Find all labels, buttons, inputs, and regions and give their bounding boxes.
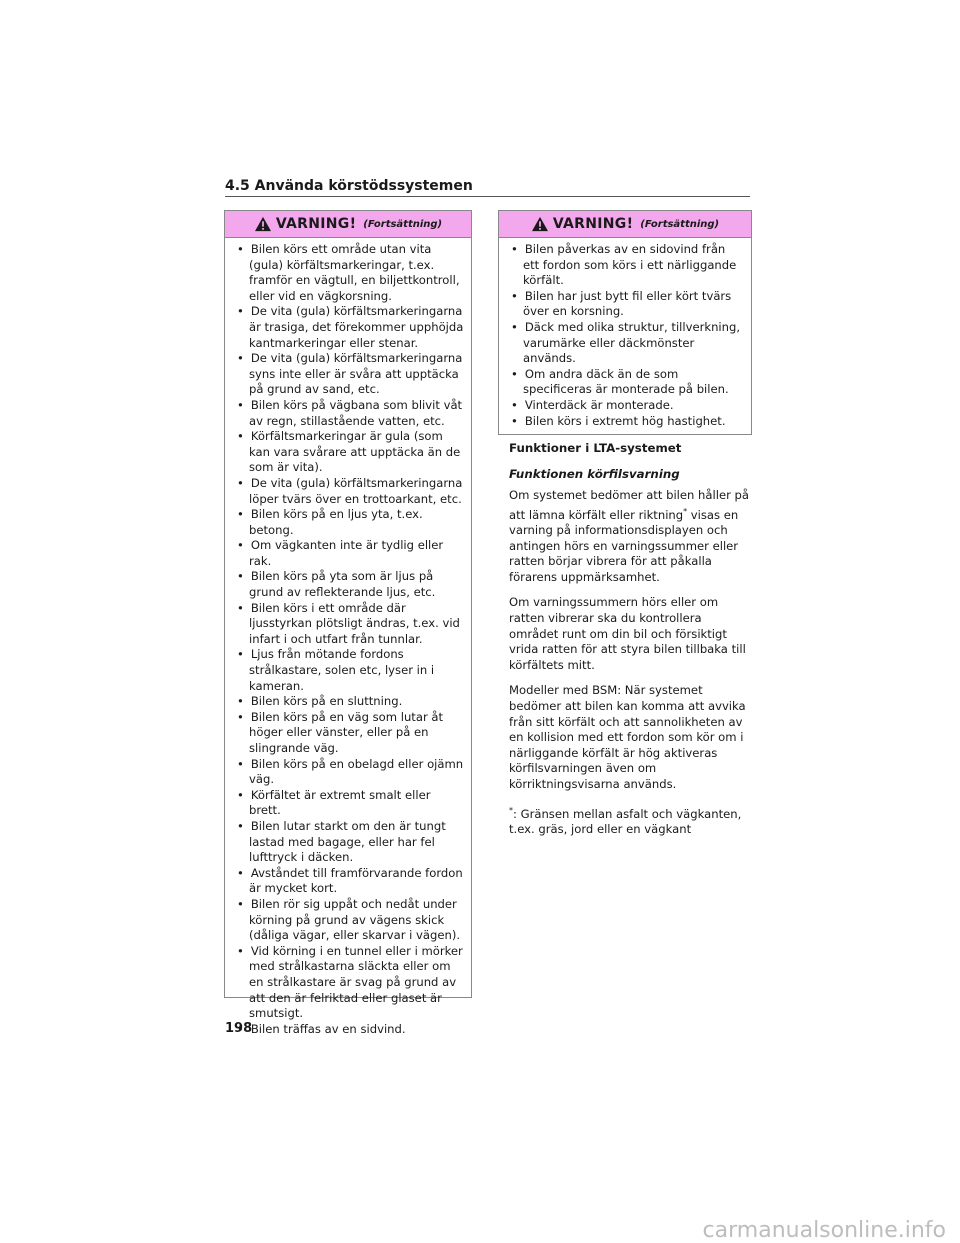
section-heading: Funktioner i LTA-systemet: [509, 441, 682, 455]
list-item: • Vinterdäck är monterade.: [505, 398, 745, 414]
list-item: • Körfältsmarkeringar är gula (som kan vara svårare att upptäcka än de som är vita).: [231, 429, 465, 476]
list-item: • Bilen påverkas av en sidovind från ett fordon som körs i ett närliggande körfält.: [505, 242, 745, 289]
paragraph-text: visas en varning på informationsdisplayen och antingen hörs en varningssummer eller ratten börjar vibrera för att påkalla förarens uppmärksamhet.: [509, 507, 739, 584]
list-item: • Bilen rör sig uppåt och nedåt under körning på grund av vägens skick (dåliga vägar, eller skarvar i vägen).: [231, 897, 465, 944]
warning-list-right: [499, 238, 751, 429]
list-item: • Bilen körs ett område utan vita (gula) körfältsmarkeringar, t.ex. framför en vägtull, en biljettkontroll, eller vid en vägkorsning.: [231, 242, 465, 304]
list-item: • Vid körning i en tunnel eller i mörker med strålkastarna släckta eller om en strålkastare är svag på grund av att den är felriktad eller glaset är smutsigt.: [231, 944, 465, 1022]
paragraph: Modeller med BSM: När systemet bedömer att bilen kan komma att avvika från sitt körfält och att sannolikheten av en kollision med ett fordon som kör om i närliggande körfält är hög aktiveras körfilsvarningen även om körriktningsvisarna används.: [509, 683, 746, 791]
footnote-marker: *: [509, 805, 513, 815]
list-item: • Bilen träffas av en sidvind.: [231, 1022, 465, 1038]
warning-header: [499, 211, 751, 238]
warning-triangle-icon: [531, 216, 549, 232]
list-item: • Om vägkanten inte är tydlig eller rak.: [231, 538, 465, 569]
paragraph: [509, 488, 751, 585]
footnote: [509, 803, 751, 838]
footnote-text: : Gränsen mellan asfalt och vägkanten, t.ex. gräs, jord eller en vägkant: [509, 806, 742, 836]
body-text-column: [509, 440, 751, 848]
section-header: 4.5 Använda körstödssystemen: [225, 178, 750, 197]
list-item: • Bilen körs på en obelagd eller ojämn väg.: [231, 757, 465, 788]
list-item: • Om andra däck än de som specificeras är monterade på bilen.: [505, 367, 745, 398]
list-item: • De vita (gula) körfältsmarkeringarna är trasiga, det förekommer upphöjda kantmarkeringar eller stenar.: [231, 304, 465, 351]
warning-continued: (Fortsättning): [640, 218, 720, 230]
list-item: • Bilen körs på en väg som lutar åt höger eller vänster, eller på en slingrande väg.: [231, 710, 465, 757]
list-item: • Bilen har just bytt fil eller kört tvärs över en korsning.: [505, 289, 745, 320]
list-item: • Däck med olika struktur, tillverkning, varumärke eller däckmönster används.: [505, 320, 745, 367]
warning-box-right: [498, 210, 752, 435]
watermark: carmanualsonline.info: [702, 1218, 946, 1243]
warning-title: VARNING!: [552, 216, 634, 232]
warning-header: [225, 211, 471, 238]
list-item: • Bilen lutar starkt om den är tungt lastad med bagage, eller har fel lufttryck i däcken.: [231, 819, 465, 866]
list-item: • Ljus från mötande fordons strålkastare, solen etc, lyser in i kameran.: [231, 647, 465, 694]
list-item: • Avståndet till framförvarande fordon är mycket kort.: [231, 866, 465, 897]
warning-triangle-icon: [254, 216, 272, 232]
warning-title: VARNING!: [275, 216, 357, 232]
paragraph: Om varningssummern hörs eller om ratten vibrerar ska du kontrollera området runt om din bil och försiktigt vrida ratten för att styra bilen tillbaka till körfältets mitt.: [509, 595, 746, 672]
footnote-marker: *: [683, 506, 688, 516]
list-item: • Bilen körs på yta som är ljus på grund av reflekterande ljus, etc.: [231, 569, 465, 600]
list-item: • De vita (gula) körfältsmarkeringarna syns inte eller är svåra att upptäcka på grund av sand, etc.: [231, 351, 465, 398]
warning-list-left: [225, 238, 471, 1037]
list-item: • De vita (gula) körfältsmarkeringarna löper tvärs över en trottoarkant, etc.: [231, 476, 465, 507]
page-number: 198: [225, 1021, 253, 1036]
list-item: • Bilen körs på en sluttning.: [231, 694, 465, 710]
warning-continued: (Fortsättning): [363, 218, 443, 230]
list-item: • Bilen körs i ett område där ljusstyrkan plötsligt ändras, t.ex. vid infart i och utfart från tunnlar.: [231, 601, 465, 648]
subsection-heading: Funktionen körfilsvarning: [509, 467, 680, 481]
list-item: • Bilen körs på en ljus yta, t.ex. betong.: [231, 507, 465, 538]
list-item: • Körfältet är extremt smalt eller brett.: [231, 788, 465, 819]
list-item: • Bilen körs i extremt hög hastighet.: [505, 414, 745, 430]
paragraph-text: Om systemet bedömer att bilen håller på att lämna körfält eller riktning: [509, 488, 749, 522]
list-item: • Bilen körs på vägbana som blivit våt av regn, stillastående vatten, etc.: [231, 398, 465, 429]
